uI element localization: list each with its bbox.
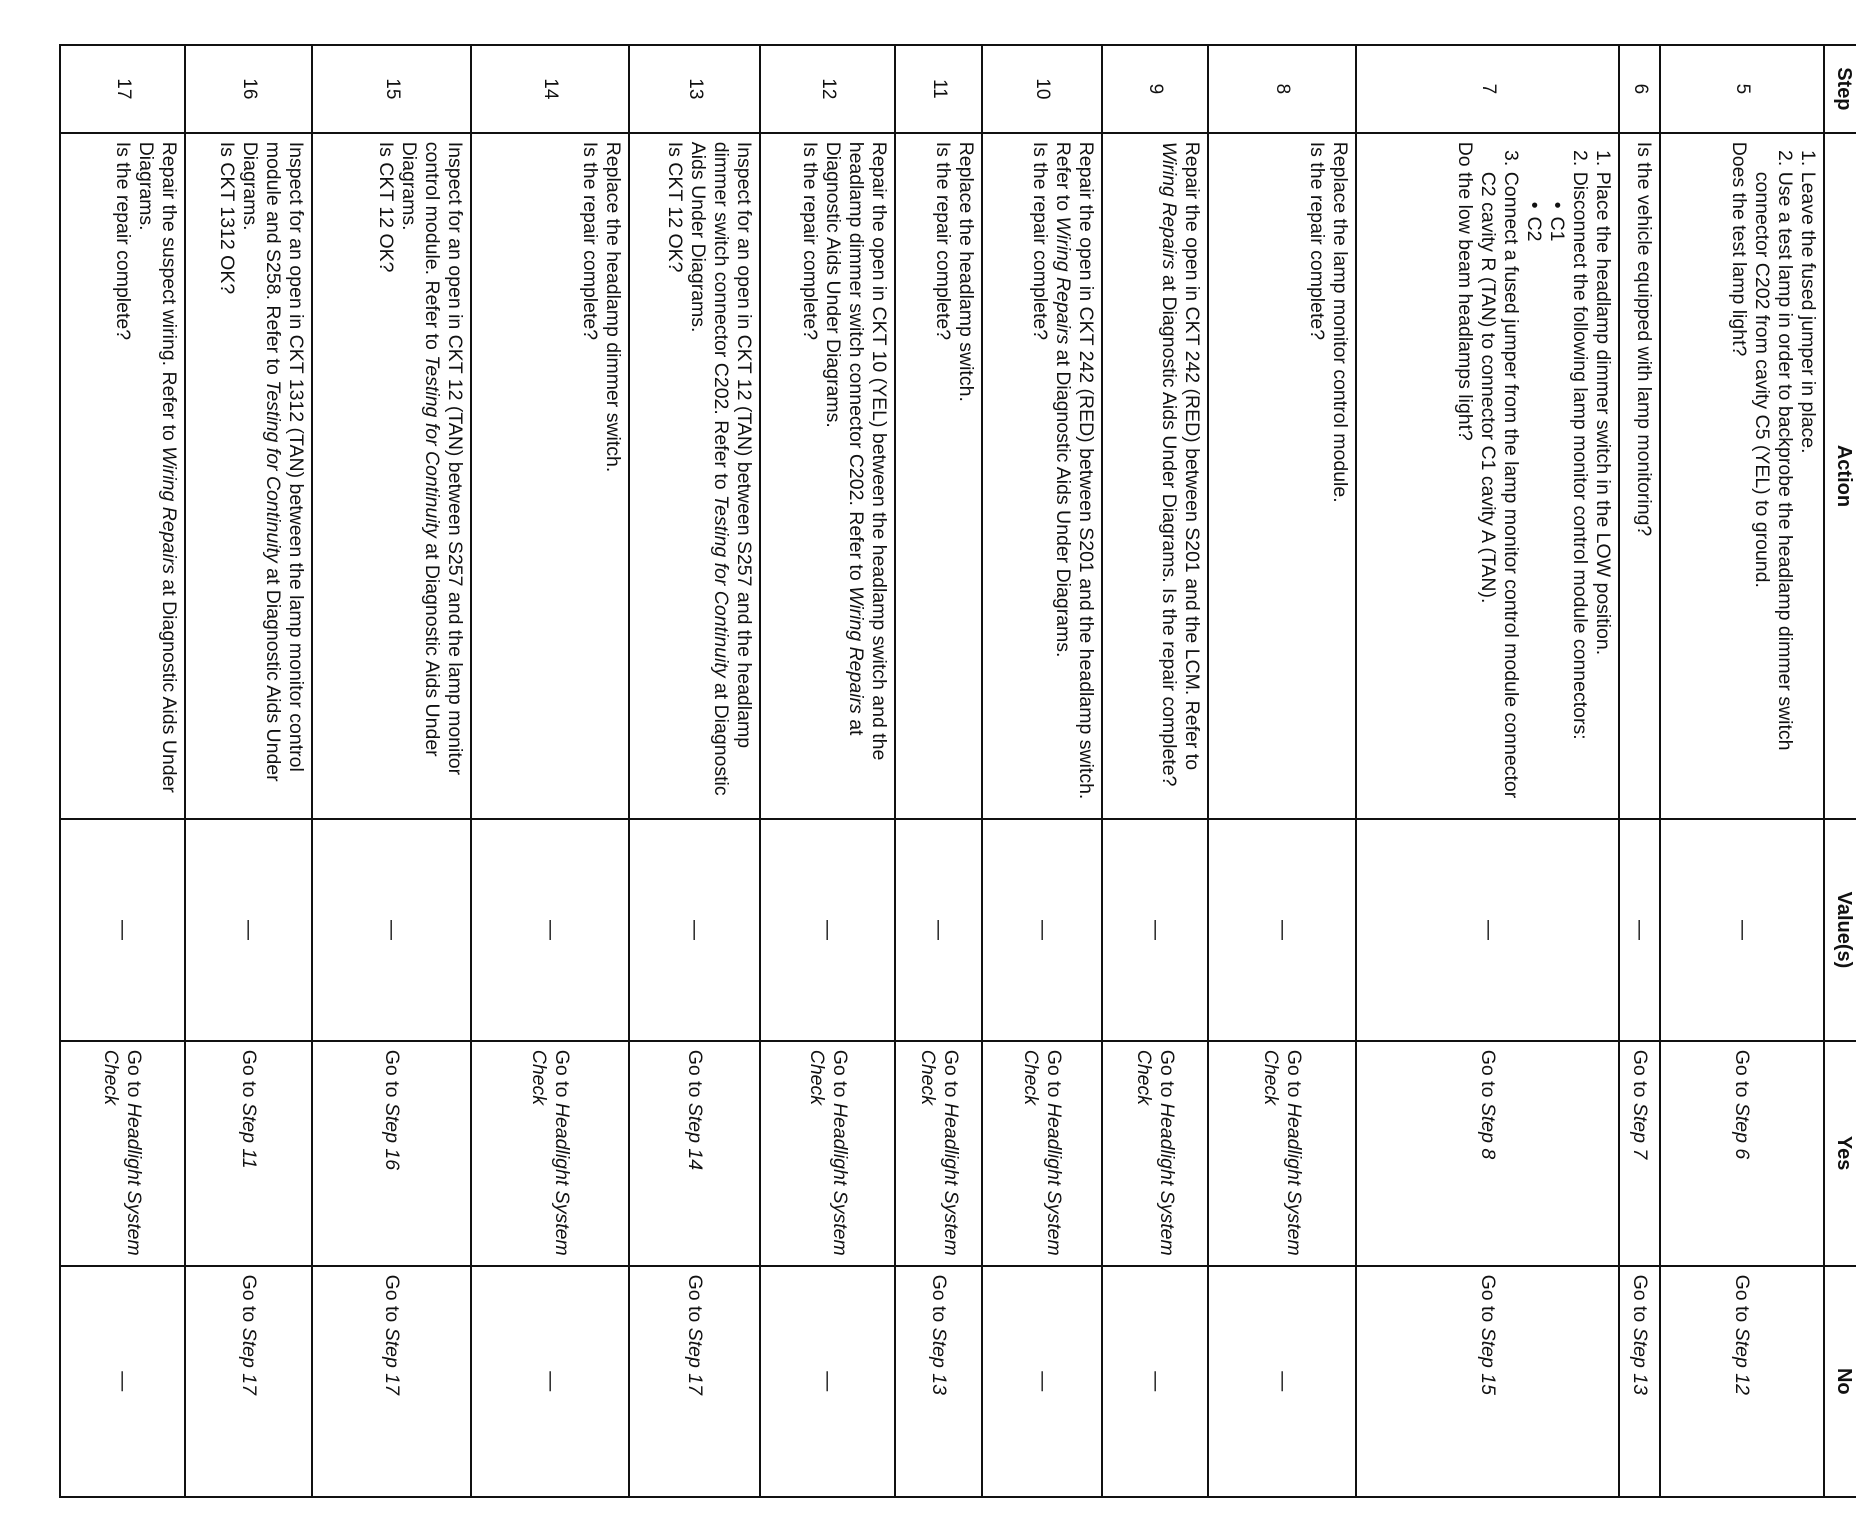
- goto-link[interactable]: Step 8: [1477, 1102, 1500, 1160]
- action-question: Does the test lamp light?: [1728, 141, 1750, 357]
- header-row: [1824, 45, 1856, 1497]
- goto-prefix: Go to: [238, 1274, 261, 1328]
- table-row: [185, 45, 312, 1497]
- table-row: [1660, 45, 1824, 1497]
- action-cell: [1660, 133, 1824, 820]
- goto-prefix: Go to: [939, 1049, 962, 1103]
- table-row: [1102, 45, 1208, 1497]
- no-cell: [1619, 1266, 1659, 1497]
- yes-cell: [629, 1041, 760, 1266]
- no-cell: [185, 1266, 312, 1497]
- yes-cell: [760, 1041, 896, 1266]
- action-item: 3. Connect a fused jumper from the lamp monitor control module connector C2 cavity R (TAN) to connector C1 cavity A (TAN).: [1476, 172, 1522, 811]
- action-text-part: at Diagnostic Aids Under Diagrams.: [686, 141, 732, 796]
- no-cell: —: [1208, 1266, 1357, 1497]
- action-text: [1157, 142, 1203, 811]
- reference-link[interactable]: Wiring Repairs: [1157, 141, 1180, 270]
- table-row: [471, 45, 629, 1497]
- action-text-part: at Diagnostic Aids Under Diagrams. Is the repair complete?: [1157, 269, 1180, 787]
- action-item-text: Disconnect the following lamp monitor control module connectors:: [1569, 171, 1592, 740]
- yes-cell: [982, 1041, 1102, 1266]
- no-cell: [895, 1266, 981, 1497]
- goto-link[interactable]: Step 16: [380, 1102, 403, 1171]
- action-cell: [760, 133, 896, 820]
- step-number: 6: [1619, 45, 1659, 133]
- table-row: [760, 45, 896, 1497]
- action-cell: [185, 133, 312, 820]
- diagnostic-table-page: [59, 44, 1856, 1498]
- value-cell: —: [982, 819, 1102, 1041]
- action-cell: [629, 133, 760, 820]
- goto-link[interactable]: Step 12: [1731, 1327, 1754, 1395]
- goto-link[interactable]: Step 6: [1731, 1102, 1754, 1160]
- action-text: [821, 142, 890, 811]
- goto-link[interactable]: Headlight System Check: [1259, 1049, 1305, 1256]
- value-cell: —: [760, 819, 896, 1041]
- goto-link[interactable]: Step 7: [1628, 1102, 1651, 1160]
- action-cell: [60, 133, 185, 820]
- yes-cell: [1356, 1041, 1619, 1266]
- diagnostic-table: [59, 44, 1856, 1498]
- yes-cell: [60, 1041, 185, 1266]
- action-text: Replace the headlamp dimmer switch.: [602, 141, 625, 473]
- goto-link[interactable]: Step 15: [1477, 1327, 1500, 1395]
- action-cell: [895, 133, 981, 820]
- step-number: 10: [982, 45, 1102, 133]
- header-action: Action: [1824, 133, 1856, 820]
- step-number: 15: [312, 45, 470, 133]
- goto-prefix: Go to: [1282, 1049, 1305, 1103]
- action-text: [1051, 142, 1097, 811]
- action-text-part: Repair the suspect wiring. Refer to: [157, 141, 180, 447]
- goto-prefix: Go to: [683, 1049, 706, 1103]
- goto-prefix: Go to: [683, 1274, 706, 1328]
- table-row: [1619, 45, 1659, 1497]
- action-cell: [1208, 133, 1357, 820]
- goto-prefix: Go to: [1731, 1049, 1754, 1103]
- yes-cell: [1208, 1041, 1357, 1266]
- action-cell: [1356, 133, 1619, 820]
- action-question: Is CKT 12 OK?: [663, 141, 686, 273]
- no-cell: —: [60, 1266, 185, 1497]
- goto-prefix: Go to: [1477, 1049, 1500, 1103]
- action-item: 2. Use a test lamp in order to backprobe the headlamp dimmer switch connector C202 from cavity C5 (YEL) to ground.: [1750, 172, 1796, 811]
- action-question: Is CKT 1312 OK?: [216, 141, 239, 295]
- goto-prefix: Go to: [1042, 1049, 1065, 1103]
- no-cell: —: [1102, 1266, 1208, 1497]
- action-question: Is the repair complete?: [579, 141, 602, 341]
- action-text-part: Repair the open in CKT 242 (RED) between S201 and the headlamp switch. Refer to: [1051, 141, 1097, 800]
- action-text: [134, 142, 180, 811]
- action-text-part: at Diagnostic Aids Under Diagrams.: [397, 141, 443, 757]
- yes-cell: [312, 1041, 470, 1266]
- step-number: 17: [60, 45, 185, 133]
- goto-prefix: Go to: [1155, 1049, 1178, 1103]
- action-text-part: at Diagnostic Aids Under Diagrams.: [822, 141, 868, 736]
- value-cell: —: [1208, 819, 1357, 1041]
- header-no: No: [1824, 1266, 1856, 1497]
- goto-link[interactable]: Step 13: [1628, 1327, 1651, 1395]
- goto-prefix: Go to: [1628, 1274, 1651, 1328]
- goto-link[interactable]: Headlight System Check: [100, 1049, 146, 1256]
- table-row: [629, 45, 760, 1497]
- goto-prefix: Go to: [1477, 1274, 1500, 1328]
- yes-cell: [1660, 1041, 1824, 1266]
- table-row: [982, 45, 1102, 1497]
- action-text-part: Repair the open in CKT 242 (RED) between S201 and the LCM. Refer to: [1180, 141, 1203, 771]
- action-cell: [982, 133, 1102, 820]
- action-list: [1476, 142, 1614, 811]
- goto-prefix: Go to: [123, 1049, 146, 1103]
- connector-item: • C2: [1522, 202, 1545, 811]
- step-number: 8: [1208, 45, 1357, 133]
- step-number: 13: [629, 45, 760, 133]
- reference-link[interactable]: Testing for Continuity: [709, 495, 732, 678]
- action-text-part: at Diagnostic Aids Under Diagrams.: [239, 141, 285, 782]
- yes-cell: [1102, 1041, 1208, 1266]
- goto-link[interactable]: Step 11: [238, 1102, 261, 1169]
- goto-link[interactable]: Step 17: [683, 1327, 706, 1395]
- action-cell: [471, 133, 629, 820]
- step-number: 16: [185, 45, 312, 133]
- no-cell: [1660, 1266, 1824, 1497]
- connector-list: [1522, 172, 1568, 811]
- goto-link[interactable]: Step 17: [238, 1327, 261, 1395]
- reference-link[interactable]: Testing for Continuity: [262, 380, 285, 563]
- goto-prefix: Go to: [238, 1049, 261, 1103]
- yes-cell: [471, 1041, 629, 1266]
- goto-link[interactable]: Step 14: [683, 1102, 706, 1171]
- goto-prefix: Go to: [928, 1274, 951, 1328]
- value-cell: —: [895, 819, 981, 1041]
- value-cell: —: [629, 819, 760, 1041]
- goto-prefix: Go to: [380, 1274, 403, 1328]
- table-row: [1356, 45, 1619, 1497]
- action-item: 1. Place the headlamp dimmer switch in the LOW position.: [1591, 172, 1614, 811]
- value-cell: —: [471, 819, 629, 1041]
- goto-prefix: Go to: [828, 1049, 851, 1103]
- header-yes: Yes: [1824, 1041, 1856, 1266]
- goto-link[interactable]: Headlight System Check: [1019, 1049, 1065, 1256]
- action-question: Is the vehicle equipped with lamp monitoring?: [1632, 141, 1655, 537]
- step-number: 14: [471, 45, 629, 133]
- action-text: Replace the lamp monitor control module.: [1329, 141, 1352, 503]
- action-question: Is the repair complete?: [931, 141, 954, 341]
- yes-cell: [1619, 1041, 1659, 1266]
- action-text-part: at Diagnostic Aids Under Diagrams.: [1051, 344, 1074, 658]
- goto-link[interactable]: Headlight System Check: [1132, 1049, 1178, 1256]
- action-text-part: Inspect for an open in CKT 12 (TAN) between S257 and the lamp monitor control module. Refer to: [420, 141, 466, 776]
- action-question: Is the repair complete?: [1306, 141, 1329, 341]
- step-number: 11: [895, 45, 981, 133]
- goto-prefix: Go to: [1731, 1274, 1754, 1328]
- action-text-part: Repair the open in CKT 10 (YEL) between the headlamp switch and the headlamp dimmer switch connector C202. Refer to: [845, 141, 891, 761]
- yes-cell: [185, 1041, 312, 1266]
- action-question: Is CKT 12 OK?: [374, 141, 397, 273]
- action-list: [1750, 142, 1819, 811]
- table-row: [1208, 45, 1357, 1497]
- reference-link[interactable]: Wiring Repairs: [845, 586, 868, 714]
- no-cell: [312, 1266, 470, 1497]
- value-cell: —: [1660, 819, 1824, 1041]
- step-number: 7: [1356, 45, 1619, 133]
- goto-link[interactable]: Step 17: [380, 1327, 403, 1395]
- action-text: [686, 142, 755, 811]
- reference-link[interactable]: Wiring Repairs: [1051, 216, 1074, 345]
- yes-cell: [895, 1041, 981, 1266]
- table-row: [312, 45, 470, 1497]
- action-text-part: Inspect for an open in CKT 12 (TAN) between S257 and the headlamp dimmer switch connector C202. Refer to: [709, 141, 755, 749]
- header-values: Value(s): [1824, 819, 1856, 1041]
- value-cell: —: [1619, 819, 1659, 1041]
- action-item: [1522, 172, 1591, 811]
- value-cell: —: [1102, 819, 1208, 1041]
- connector-item: • C1: [1545, 202, 1568, 811]
- action-text-part: at Diagnostic Aids Under Diagrams.: [134, 141, 180, 793]
- no-cell: [629, 1266, 760, 1497]
- goto-prefix: Go to: [380, 1049, 403, 1103]
- goto-prefix: Go to: [550, 1049, 573, 1103]
- goto-link[interactable]: Headlight System Check: [805, 1049, 851, 1256]
- header-step: Step: [1824, 45, 1856, 133]
- action-text: Replace the headlamp switch.: [954, 141, 977, 402]
- value-cell: —: [60, 819, 185, 1041]
- value-cell: —: [1356, 819, 1619, 1041]
- action-text-part: Inspect for an open in CKT 1312 (TAN) between the lamp monitor control module and S258. Refer to: [262, 141, 308, 772]
- no-cell: —: [760, 1266, 896, 1497]
- step-number: 9: [1102, 45, 1208, 133]
- value-cell: —: [312, 819, 470, 1041]
- action-question: Is the repair complete?: [111, 141, 134, 341]
- action-question: Is the repair complete?: [1028, 141, 1051, 341]
- goto-link[interactable]: Step 13: [928, 1327, 951, 1395]
- step-number: 5: [1660, 45, 1824, 133]
- action-question: Is the repair complete?: [799, 141, 822, 341]
- step-number: 12: [760, 45, 896, 133]
- goto-prefix: Go to: [1628, 1049, 1651, 1103]
- action-text: [238, 142, 307, 811]
- goto-link[interactable]: Headlight System Check: [916, 1049, 962, 1256]
- no-cell: [1356, 1266, 1619, 1497]
- table-row: [895, 45, 981, 1497]
- reference-link[interactable]: Testing for Continuity: [420, 355, 443, 538]
- action-cell: [1102, 133, 1208, 820]
- no-cell: —: [982, 1266, 1102, 1497]
- action-cell: [1619, 133, 1659, 820]
- action-question: Do the low beam headlamps light?: [1454, 141, 1477, 441]
- no-cell: —: [471, 1266, 629, 1497]
- action-text: [397, 142, 466, 811]
- action-cell: [312, 133, 470, 820]
- reference-link[interactable]: Wiring Repairs: [157, 446, 180, 574]
- value-cell: —: [185, 819, 312, 1041]
- table-row: [60, 45, 185, 1497]
- action-item: 1. Leave the fused jumper in place.: [1796, 172, 1819, 811]
- goto-link[interactable]: Headlight System Check: [527, 1049, 573, 1256]
